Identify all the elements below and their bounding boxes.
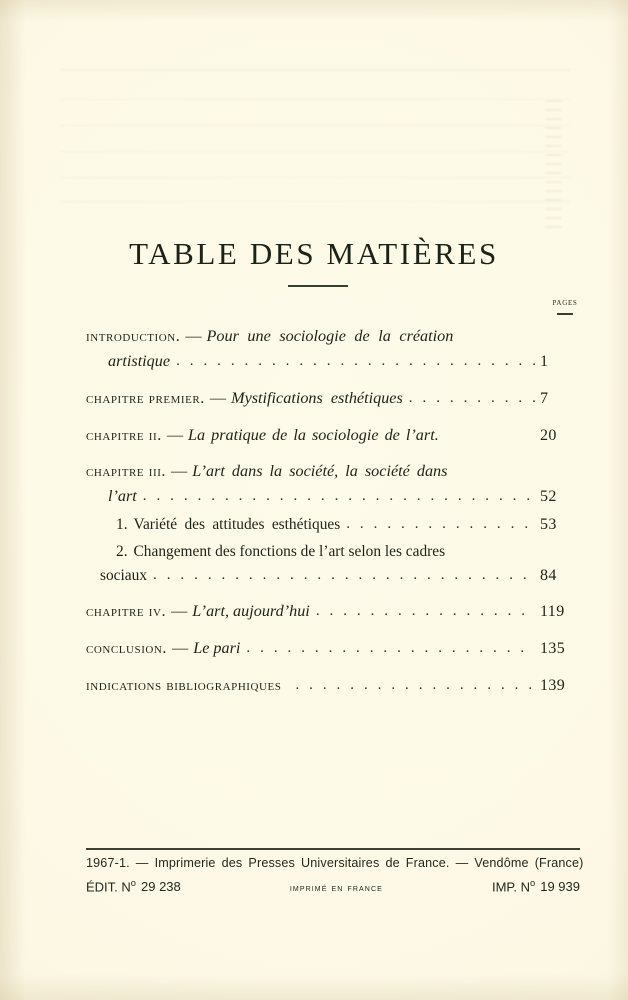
toc-subentry-number: 1. bbox=[116, 516, 128, 533]
toc-entry-introduction[interactable] bbox=[86, 324, 582, 375]
toc-entry-title-continued: artistique bbox=[108, 352, 171, 370]
leader-dots bbox=[246, 636, 535, 661]
toc-subentry-2[interactable] bbox=[86, 540, 582, 588]
toc-entry-line-continuation bbox=[86, 484, 582, 510]
toc-entry-title: L’art dans la société, la société dans bbox=[192, 462, 448, 480]
toc-entry-line bbox=[86, 386, 582, 412]
toc-page-number: 1 bbox=[540, 353, 549, 370]
title-underline-rule bbox=[288, 285, 348, 287]
toc-entry-line bbox=[86, 459, 582, 484]
toc-page-number: 52 bbox=[540, 488, 557, 505]
leader-dots bbox=[316, 599, 535, 624]
toc-entry-label: chapitre iii. bbox=[86, 462, 167, 480]
colophon-edition-number bbox=[86, 878, 181, 894]
toc-entry-chapitre-premier[interactable] bbox=[86, 386, 582, 412]
toc-entry-line bbox=[86, 673, 582, 699]
toc-entry-label: chapitre iv. bbox=[86, 602, 167, 620]
toc-entry-line bbox=[86, 423, 582, 448]
pages-column-header-rule bbox=[557, 313, 573, 315]
toc-subentry-line bbox=[86, 513, 582, 537]
toc-entry-chapitre-iii[interactable] bbox=[86, 459, 582, 510]
toc-entry-line bbox=[86, 324, 582, 349]
toc-subentry-title: Changement des fonctions de l’art selon les cadres bbox=[133, 543, 446, 560]
toc-subentry-title-continued: sociaux bbox=[100, 567, 148, 584]
em-dash: — bbox=[171, 462, 188, 480]
toc-entry-line bbox=[86, 636, 582, 662]
toc-entry-line-continuation bbox=[86, 349, 582, 375]
toc-entry-indications-bibliographiques[interactable] bbox=[86, 673, 582, 699]
colophon-imprint-line: 1967-1. — Imprimerie des Presses Universitaires de France. — Vendôme (France) bbox=[86, 856, 584, 870]
toc-entry-line bbox=[86, 599, 582, 625]
leader-dots bbox=[176, 349, 535, 374]
toc-page-number: 119 bbox=[540, 603, 565, 620]
em-dash: — bbox=[209, 389, 227, 407]
toc-subentry-title: Variété des attitudes esthétiques bbox=[133, 516, 341, 533]
toc-page-number: 53 bbox=[540, 516, 557, 533]
toc-page-number: 139 bbox=[540, 677, 566, 694]
toc-subentry-1[interactable] bbox=[86, 513, 582, 537]
toc-entry-title: Pour une sociologie de la création bbox=[206, 327, 454, 345]
colophon-edition-label: ÉDIT. N bbox=[86, 879, 131, 895]
pages-column-header: pages bbox=[552, 297, 578, 308]
toc-entry-chapitre-ii[interactable] bbox=[86, 423, 582, 448]
toc-entry-title: Le pari bbox=[193, 639, 241, 657]
toc-page-number: 7 bbox=[540, 390, 549, 407]
toc-entry-title: La pratique de la sociologie de l’art. bbox=[188, 426, 439, 444]
toc-page-number: 135 bbox=[540, 640, 566, 657]
em-dash: — bbox=[172, 639, 189, 657]
leader-dots bbox=[295, 673, 535, 698]
colophon-rule bbox=[86, 848, 580, 850]
ordinal-superscript-icon: o bbox=[530, 878, 536, 888]
page-title: TABLE DES MATIÈRES bbox=[129, 236, 499, 271]
toc-entry-chapitre-iv[interactable] bbox=[86, 599, 582, 625]
toc-entry-label: indications bibliographiques bbox=[86, 676, 282, 694]
toc-entry-label: introduction. bbox=[86, 327, 181, 345]
leader-dots bbox=[346, 512, 535, 536]
toc-entry-title: L’art, aujourd’hui bbox=[192, 602, 310, 620]
colophon-impression-label: IMP. N bbox=[491, 879, 531, 895]
colophon bbox=[86, 856, 584, 895]
toc-entry-title-continued: l’art bbox=[108, 487, 137, 505]
toc-subentry-line bbox=[86, 540, 582, 564]
em-dash: — bbox=[166, 426, 183, 444]
leader-dots bbox=[153, 563, 535, 587]
colophon-impression-value: 19 939 bbox=[540, 879, 580, 895]
table-of-contents bbox=[86, 324, 582, 710]
toc-entry-label: chapitre ii. bbox=[86, 426, 162, 444]
toc-page-number: 84 bbox=[540, 567, 557, 584]
leader-dots bbox=[143, 484, 535, 509]
toc-entry-conclusion[interactable] bbox=[86, 636, 582, 662]
ordinal-superscript-icon: o bbox=[130, 878, 136, 888]
em-dash: — bbox=[185, 327, 202, 345]
toc-entry-label: conclusion. bbox=[86, 639, 167, 657]
leader-dots bbox=[409, 386, 535, 411]
em-dash: — bbox=[171, 602, 188, 620]
toc-page-number: 20 bbox=[540, 427, 557, 444]
toc-subentry-number: 2. bbox=[116, 543, 128, 560]
colophon-numbers-line bbox=[86, 878, 580, 894]
toc-entry-title: Mystifications esthétiques bbox=[231, 389, 403, 407]
toc-entry-label: chapitre premier. bbox=[86, 389, 205, 407]
colophon-edition-value: 29 238 bbox=[141, 879, 181, 895]
toc-subentry-line-continuation bbox=[86, 564, 582, 588]
colophon-printed-in-france: imprimé en france bbox=[289, 882, 383, 895]
colophon-impression-number bbox=[492, 878, 580, 894]
